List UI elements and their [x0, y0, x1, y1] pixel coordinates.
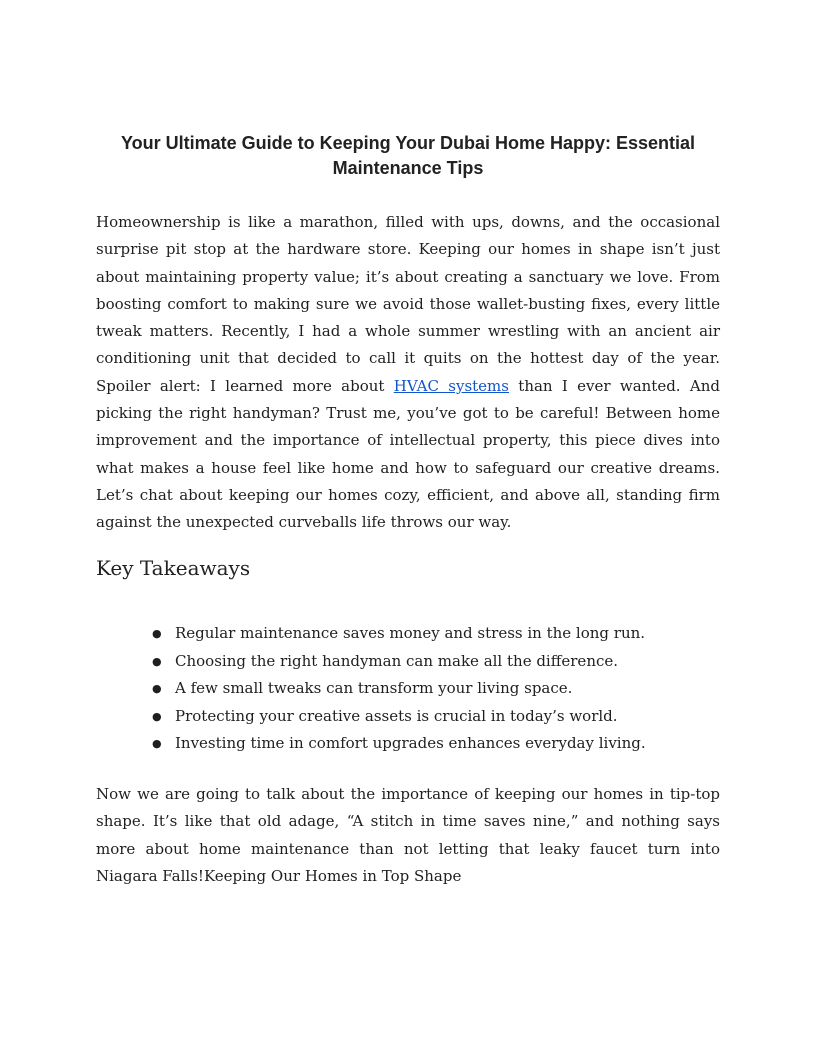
document-title: Your Ultimate Guide to Keeping Your Dubai Home Happy: Essential Maintenance Tips: [120, 133, 696, 178]
key-takeaways-heading: Key Takeaways: [96, 556, 251, 580]
bullet-icon: ●: [152, 627, 162, 640]
list-item-text: Protecting your creative assets is crucial in today’s world.: [175, 706, 618, 725]
list-item-text: Regular maintenance saves money and stress in the long run.: [175, 624, 646, 642]
list-item-text: Investing time in comfort upgrades enhances everyday living.: [175, 734, 646, 752]
list-item: [96, 675, 720, 703]
list-item-text: A few small tweaks can transform your living space.: [175, 679, 573, 697]
list-item: [96, 620, 720, 648]
hvac-systems-link[interactable]: HVAC systems: [393, 376, 509, 395]
closing-paragraph: Now we are going to talk about the importance of keeping our homes in tip-top shape. It’s like that old adage, “A stitch in time saves nine,” and nothing says more about home maintenance than not letting that leaky faucet turn into Niagara Falls!Keeping Our Homes in Top Shape: [96, 785, 720, 885]
bullet-icon: ●: [152, 737, 162, 750]
bullet-icon: ●: [152, 682, 162, 695]
intro-text-before-link: Homeownership is like a marathon, filled with ups, downs, and the occasional surprise pit stop at the hardware store. Keeping our homes in shape isn’t just about maintaining property value; it’s about creating a sanctuary we love. From boosting comfort to making sure we avoid those wallet-busting fixes, every little tweak matters. Recently, I had a whole summer wrestling with an ancient air conditioning unit that decided to call it quits on the hottest day of the year. Spoiler alert: I learned more about: [96, 213, 720, 395]
key-takeaways-list: [96, 620, 720, 758]
bullet-icon: ●: [152, 654, 162, 668]
bullet-icon: ●: [152, 709, 162, 723]
list-item-text: Choosing the right handyman can make all the difference.: [175, 651, 619, 670]
list-item: [96, 703, 720, 731]
list-item: [96, 730, 720, 758]
list-item: [96, 648, 720, 676]
intro-text-after-link: than I ever wanted. And picking the right handyman? Trust me, you’ve got to be careful! Between home improvement and the importance of intellectual property, this piece dives into what makes a house feel like home and how to safeguard our creative dreams. Let’s chat about keeping our homes cozy, efficient, and above all, standing firm against the unexpected curveballs life throws our way.: [96, 376, 720, 532]
intro-paragraph: [96, 209, 720, 537]
